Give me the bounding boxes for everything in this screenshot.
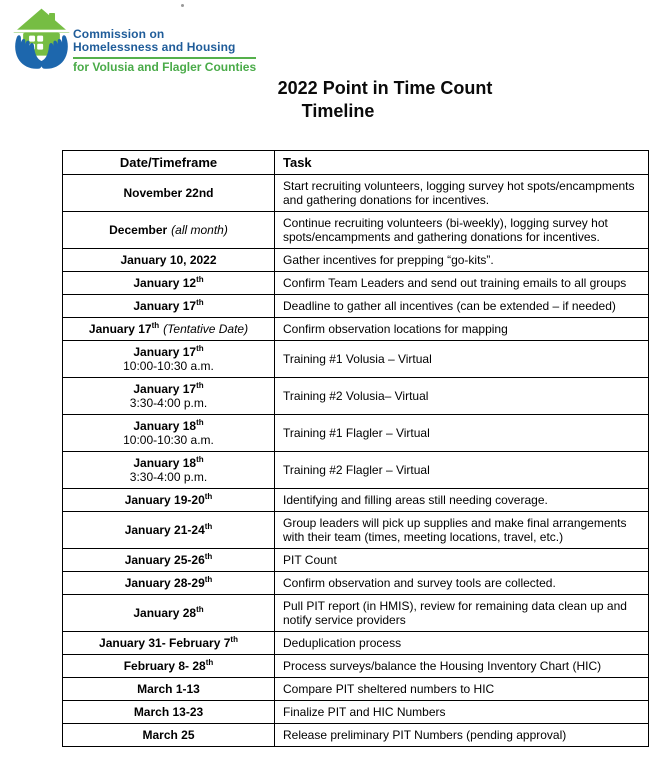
table-row	[63, 678, 649, 701]
date-ordinal-sup: th	[196, 344, 204, 353]
task-cell: Finalize PIT and HIC Numbers	[275, 701, 649, 724]
date-ordinal-sup: th	[196, 298, 204, 307]
task-cell: Deadline to gather all incentives (can be extended – if needed)	[275, 295, 649, 318]
date-ordinal-sup: th	[196, 275, 204, 284]
table-row	[63, 272, 649, 295]
date-cell	[63, 378, 275, 415]
task-cell: Continue recruiting volunteers (bi-weekly), logging survey hot spots/encampments and gathering donations for incentives.	[275, 212, 649, 249]
date-main: January 10, 2022	[120, 253, 217, 267]
org-logo	[13, 7, 256, 74]
date-ordinal-sup: th	[230, 635, 238, 644]
task-cell: Release preliminary PIT Numbers (pending approval)	[275, 724, 649, 747]
date-main: January 18	[133, 419, 197, 433]
date-main: January 21-24	[124, 523, 205, 537]
task-cell: Process surveys/balance the Housing Inventory Chart (HIC)	[275, 655, 649, 678]
task-cell: Gather incentives for prepping “go-kits”.	[275, 249, 649, 272]
date-column-header: Date/Timeframe	[63, 151, 275, 175]
task-cell: Confirm observation and survey tools are collected.	[275, 572, 649, 595]
org-name-line1: Commission on	[73, 27, 165, 41]
date-ordinal-sup: th	[151, 321, 160, 330]
table-row	[63, 701, 649, 724]
date-main: January 17	[133, 299, 197, 313]
task-column-header: Task	[275, 151, 649, 175]
table-row	[63, 318, 649, 341]
house-in-hands-logo-icon	[13, 7, 70, 74]
date-ordinal-sup: th	[204, 492, 213, 501]
date-cell	[63, 272, 275, 295]
table-row	[63, 655, 649, 678]
date-ordinal-sup: th	[196, 455, 204, 464]
timeline-table	[62, 150, 649, 747]
date-note: (all month)	[171, 223, 228, 237]
date-cell	[63, 452, 275, 489]
table-row	[63, 512, 649, 549]
date-main: November 22nd	[123, 186, 214, 200]
date-cell	[63, 489, 275, 512]
date-ordinal-sup: th	[196, 605, 204, 614]
date-note: (Tentative Date)	[163, 322, 249, 336]
timeline-table-body	[63, 175, 649, 747]
table-row	[63, 572, 649, 595]
date-main: January 19-20	[124, 493, 205, 507]
date-subline: 10:00-10:30 a.m.	[123, 359, 214, 373]
date-cell	[63, 512, 275, 549]
date-main: March 13-23	[133, 705, 204, 719]
date-main: March 25	[142, 728, 195, 742]
table-row	[63, 249, 649, 272]
task-cell: PIT Count	[275, 549, 649, 572]
date-main: January 25-26	[124, 553, 205, 567]
date-main: January 17	[133, 382, 197, 396]
date-cell	[63, 655, 275, 678]
task-cell: Pull PIT report (in HMIS), review for remaining data clean up and notify service providers	[275, 595, 649, 632]
task-cell: Confirm Team Leaders and send out training emails to all groups	[275, 272, 649, 295]
task-cell: Identifying and filling areas still needing coverage.	[275, 489, 649, 512]
date-ordinal-sup: th	[204, 522, 213, 531]
table-row	[63, 595, 649, 632]
date-main: February 8- 28	[123, 659, 206, 673]
date-main: January 17	[88, 322, 152, 336]
task-cell: Compare PIT sheltered numbers to HIC	[275, 678, 649, 701]
date-main: January 28-29	[124, 576, 205, 590]
date-cell	[63, 318, 275, 341]
org-name-line2: Homelessness and Housing	[73, 40, 236, 54]
date-ordinal-sup: th	[196, 381, 204, 390]
date-cell	[63, 341, 275, 378]
date-main: January 12	[133, 276, 197, 290]
task-cell: Group leaders will pick up supplies and make final arrangements with their team (times, meeting locations, travel, etc.)	[275, 512, 649, 549]
table-row	[63, 212, 649, 249]
title-line1: 2022 Point in Time Count	[277, 78, 493, 98]
table-row	[63, 724, 649, 747]
date-subline: 3:30-4:00 p.m.	[129, 470, 208, 484]
task-cell: Deduplication process	[275, 632, 649, 655]
date-ordinal-sup: th	[204, 575, 213, 584]
table-row	[63, 632, 649, 655]
date-subline: 10:00-10:30 a.m.	[123, 433, 214, 447]
date-ordinal-sup: th	[204, 552, 213, 561]
date-main: January 17	[133, 345, 197, 359]
table-row	[63, 341, 649, 378]
date-cell	[63, 701, 275, 724]
date-main: March 1-13	[137, 682, 200, 696]
document-title	[0, 78, 655, 128]
logo-divider-rule	[73, 57, 256, 59]
title-line2: Timeline	[301, 101, 375, 121]
table-row	[63, 175, 649, 212]
date-main: January 18	[133, 456, 197, 470]
date-main: January 28	[133, 606, 197, 620]
date-ordinal-sup: th	[196, 418, 204, 427]
org-tagline: for Volusia and Flagler Counties	[73, 60, 257, 74]
date-cell	[63, 415, 275, 452]
date-ordinal-sup: th	[205, 658, 214, 667]
date-main: December	[109, 223, 168, 237]
date-cell	[63, 175, 275, 212]
table-row	[63, 378, 649, 415]
date-cell	[63, 572, 275, 595]
task-cell: Training #2 Volusia– Virtual	[275, 378, 649, 415]
task-cell: Training #1 Flagler – Virtual	[275, 415, 649, 452]
task-cell: Confirm observation locations for mapping	[275, 318, 649, 341]
task-cell: Training #1 Volusia – Virtual	[275, 341, 649, 378]
table-row	[63, 452, 649, 489]
date-cell	[63, 212, 275, 249]
table-row	[63, 415, 649, 452]
date-cell	[63, 549, 275, 572]
table-row	[63, 549, 649, 572]
date-cell	[63, 678, 275, 701]
page-artifact-dot	[181, 4, 184, 7]
task-cell: Training #2 Flagler – Virtual	[275, 452, 649, 489]
date-cell	[63, 724, 275, 747]
date-subline: 3:30-4:00 p.m.	[129, 396, 208, 410]
task-cell: Start recruiting volunteers, logging survey hot spots/encampments and gathering donations for incentives.	[275, 175, 649, 212]
table-row	[63, 295, 649, 318]
date-main: January 31- February 7	[99, 636, 231, 650]
org-logo-text	[73, 28, 256, 74]
date-cell	[63, 595, 275, 632]
table-row	[63, 489, 649, 512]
date-cell	[63, 249, 275, 272]
table-header-row	[63, 151, 649, 175]
date-cell	[63, 295, 275, 318]
date-cell	[63, 632, 275, 655]
